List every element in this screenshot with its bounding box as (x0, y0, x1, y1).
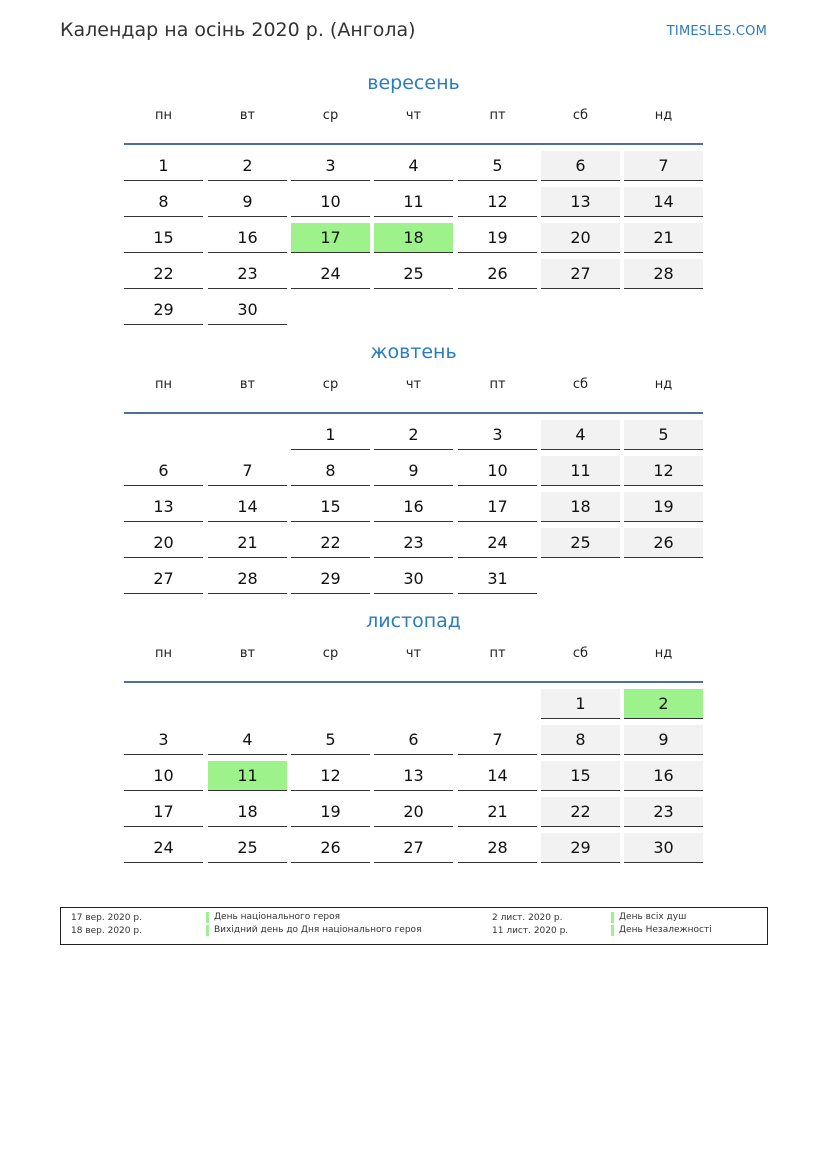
legend-date: 11 лист. 2020 р. (492, 926, 569, 936)
month-block (124, 608, 703, 857)
legend-date: 17 вер. 2020 р. (71, 913, 142, 923)
day-cell: 28 (624, 259, 703, 289)
weekday-label: чт (405, 646, 422, 661)
day-cell: 1 (291, 420, 370, 450)
day-cell: 13 (124, 492, 203, 522)
day-cell: 19 (291, 797, 370, 827)
weekday-label: сб (572, 108, 589, 123)
weekday-label: пн (155, 108, 172, 123)
day-cell: 24 (124, 833, 203, 863)
day-cell: 3 (458, 420, 537, 450)
day-cell: 27 (374, 833, 453, 863)
day-cell: 28 (208, 564, 287, 594)
day-cell: 30 (624, 833, 703, 863)
day-cell: 16 (374, 492, 453, 522)
day-cell: 28 (458, 833, 537, 863)
weekday-label: вт (239, 377, 256, 392)
weekday-label: пн (155, 646, 172, 661)
day-cell: 31 (458, 564, 537, 594)
day-cell: 19 (458, 223, 537, 253)
month-name: листопад (366, 610, 461, 632)
day-cell: 27 (124, 564, 203, 594)
day-cell: 25 (374, 259, 453, 289)
page-title: Календар на осінь 2020 р. (Ангола) (60, 19, 416, 41)
day-cell: 29 (291, 564, 370, 594)
day-cell: 3 (124, 725, 203, 755)
day-cell: 14 (458, 761, 537, 791)
day-cell: 21 (624, 223, 703, 253)
day-cell: 5 (458, 151, 537, 181)
day-cell: 25 (541, 528, 620, 558)
legend-holiday-name: День національного героя (206, 912, 340, 923)
weekday-label: нд (654, 646, 673, 661)
weekday-label: пт (489, 377, 506, 392)
weekday-label: сб (572, 646, 589, 661)
day-cell: 11 (541, 456, 620, 486)
day-cell: 11 (374, 187, 453, 217)
day-cell: 6 (541, 151, 620, 181)
day-cell: 6 (124, 456, 203, 486)
weekday-header (124, 646, 703, 683)
day-cell: 24 (458, 528, 537, 558)
day-cell: 22 (124, 259, 203, 289)
day-cell: 18 (374, 223, 453, 253)
day-cell: 24 (291, 259, 370, 289)
month-name: вересень (367, 72, 460, 94)
day-cell: 8 (124, 187, 203, 217)
month-block (124, 339, 703, 588)
weekday-label: вт (239, 646, 256, 661)
weekday-label: чт (405, 377, 422, 392)
day-cell: 17 (124, 797, 203, 827)
weekday-label: чт (405, 108, 422, 123)
day-cell: 18 (541, 492, 620, 522)
legend-holiday-name: Вихідний день до Дня національного героя (206, 925, 421, 936)
day-cell: 29 (124, 295, 203, 325)
day-cell: 17 (291, 223, 370, 253)
legend-date: 18 вер. 2020 р. (71, 926, 142, 936)
legend-holiday-name: День Незалежності (611, 925, 712, 936)
day-cell: 1 (124, 151, 203, 181)
weekday-label: пн (155, 377, 172, 392)
weekday-label: ср (322, 108, 339, 123)
day-cell: 27 (541, 259, 620, 289)
weekday-label: ср (322, 377, 339, 392)
day-cell: 15 (291, 492, 370, 522)
weekday-label: ср (322, 646, 339, 661)
weekday-header (124, 108, 703, 145)
day-cell: 9 (374, 456, 453, 486)
day-cell: 29 (541, 833, 620, 863)
day-cell: 19 (624, 492, 703, 522)
day-cell: 22 (541, 797, 620, 827)
day-cell: 30 (374, 564, 453, 594)
day-cell: 18 (208, 797, 287, 827)
day-cell: 20 (374, 797, 453, 827)
weekday-label: нд (654, 108, 673, 123)
day-cell: 10 (124, 761, 203, 791)
weekday-label: сб (572, 377, 589, 392)
day-cell: 17 (458, 492, 537, 522)
day-cell: 4 (374, 151, 453, 181)
day-cell: 7 (208, 456, 287, 486)
day-cell: 26 (624, 528, 703, 558)
day-cell: 10 (458, 456, 537, 486)
day-cell: 9 (624, 725, 703, 755)
day-cell: 5 (624, 420, 703, 450)
day-cell: 12 (458, 187, 537, 217)
day-cell: 12 (291, 761, 370, 791)
day-cell: 5 (291, 725, 370, 755)
day-cell: 13 (374, 761, 453, 791)
day-cell: 15 (541, 761, 620, 791)
day-cell: 4 (541, 420, 620, 450)
day-cell: 23 (374, 528, 453, 558)
day-cell: 26 (458, 259, 537, 289)
holiday-legend (60, 907, 768, 945)
day-cell: 7 (458, 725, 537, 755)
day-cell: 21 (458, 797, 537, 827)
legend-holiday-name: День всіх душ (611, 912, 686, 923)
day-cell: 2 (208, 151, 287, 181)
weekday-label: пт (489, 646, 506, 661)
day-cell: 16 (208, 223, 287, 253)
day-cell: 22 (291, 528, 370, 558)
month-name: жовтень (370, 341, 457, 363)
day-cell: 2 (624, 689, 703, 719)
day-cell: 20 (541, 223, 620, 253)
brand-link[interactable]: TIMESLES.COM (666, 24, 767, 39)
day-cell: 20 (124, 528, 203, 558)
day-cell: 30 (208, 295, 287, 325)
day-cell: 26 (291, 833, 370, 863)
day-cell: 13 (541, 187, 620, 217)
day-cell: 2 (374, 420, 453, 450)
day-cell: 6 (374, 725, 453, 755)
day-cell: 21 (208, 528, 287, 558)
weekday-header (124, 377, 703, 414)
day-cell: 4 (208, 725, 287, 755)
day-cell: 10 (291, 187, 370, 217)
day-cell: 14 (624, 187, 703, 217)
day-cell: 12 (624, 456, 703, 486)
day-cell: 7 (624, 151, 703, 181)
weekday-label: пт (489, 108, 506, 123)
day-cell: 16 (624, 761, 703, 791)
day-cell: 23 (208, 259, 287, 289)
weekday-label: нд (654, 377, 673, 392)
day-cell: 14 (208, 492, 287, 522)
day-cell: 1 (541, 689, 620, 719)
day-cell: 9 (208, 187, 287, 217)
weekday-label: вт (239, 108, 256, 123)
month-block (124, 70, 703, 319)
day-cell: 11 (208, 761, 287, 791)
legend-date: 2 лист. 2020 р. (492, 913, 563, 923)
day-cell: 8 (541, 725, 620, 755)
day-cell: 8 (291, 456, 370, 486)
day-cell: 25 (208, 833, 287, 863)
day-cell: 23 (624, 797, 703, 827)
day-cell: 15 (124, 223, 203, 253)
day-cell: 3 (291, 151, 370, 181)
